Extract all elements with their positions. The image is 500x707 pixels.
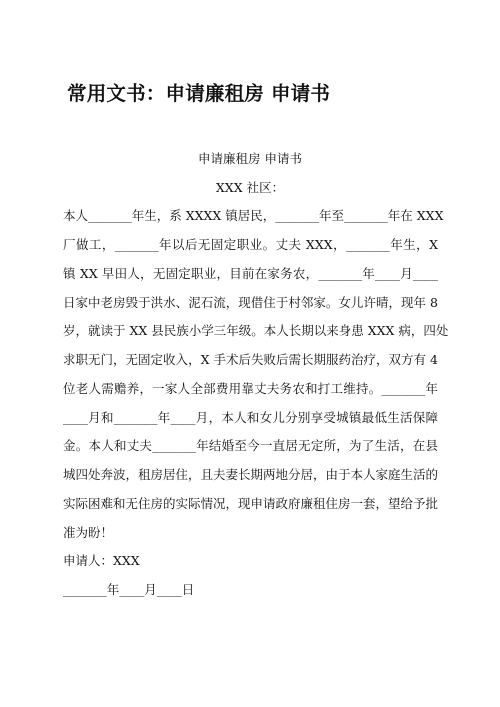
- body-line: ____月和_______年____月，本人和女儿分别享受城镇最低生活保障: [63, 410, 438, 425]
- letter-title: 申请廉租房 申请书: [198, 151, 302, 166]
- applicant-signature: 申请人：XXX: [63, 553, 140, 568]
- body-line: 岁，就读于 XX 县民族小学三年级。本人长期以来身患 XXX 病，四处: [63, 323, 449, 338]
- body-line: 本人_______年生，系 XXXX 镇居民，_______年至_______年在 XXX: [63, 208, 444, 223]
- body-line: 金。本人和丈夫_______年结婚至今一直居无定所，为了生活，在县: [63, 438, 438, 453]
- salutation: XXX 社区：: [215, 180, 285, 195]
- body-line: 厂做工，_______年以后无固定职业。丈夫 XXX，_______年生，X: [63, 237, 438, 252]
- body-line: 求职无门，无固定收入，X 手术后失败后需长期服药治疗，双方有 4: [63, 352, 438, 367]
- body-line: 镇 XX 早田人，无固定职业，目前在家务农，_______年____月____: [63, 266, 438, 281]
- date-line: _______年____月____日: [63, 582, 195, 597]
- body-line: 城四处奔波，租房居住，且夫妻长期两地分居，由于本人家庭生活的: [63, 467, 439, 482]
- body-line: 位老人需赡养，一家人全部费用靠丈夫务农和打工维持。_______年: [63, 381, 438, 396]
- body-line: 日家中老房毁于洪水、泥石流，现借住于村邻家。女儿许晴，现年 8: [63, 295, 438, 310]
- body-line: 准为盼！: [63, 525, 114, 540]
- body-line: 实际困难和无住房的实际情况，现申请政府廉租住房一套，望给予批: [63, 496, 439, 511]
- document-title: 常用文书：申请廉租房 申请书: [67, 82, 331, 105]
